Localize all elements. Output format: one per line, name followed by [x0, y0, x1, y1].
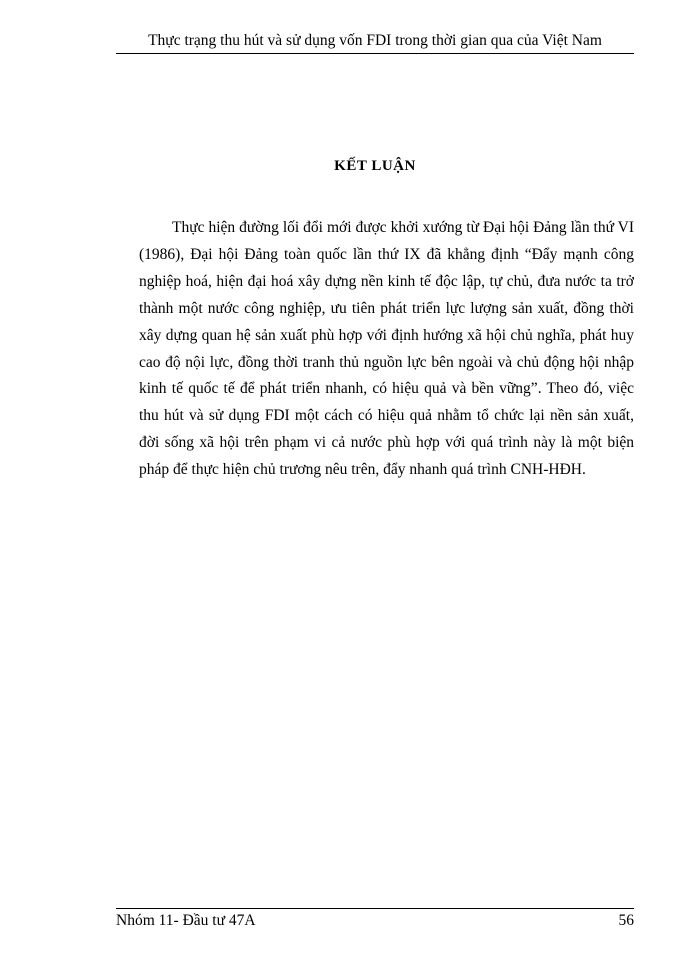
page-footer: [116, 908, 634, 930]
footer-group-label: Nhóm 11- Đầu tư 47A: [116, 912, 256, 929]
section-title: KẾT LUẬN: [334, 158, 416, 174]
running-header: [116, 32, 634, 54]
running-header-title: Thực trạng thu hút và sử dụng vốn FDI trong thời gian qua của Việt Nam: [148, 32, 602, 49]
page-number: 56: [618, 912, 634, 929]
section-body: [139, 215, 634, 484]
body-paragraph: Thực hiện đường lối đổi mới được khởi xướng từ Đại hội Đảng lần thứ VI (1986), Đại hội Đảng toàn quốc lần thứ IX đã khẳng định “Đẩy mạnh công nghiệp hoá, hiện đại hoá xây dựng nền kinh tế độc lập, tự chủ, đưa nước ta trở thành một nước công nghiệp, ưu tiên phát triển lực lượng sản xuất, đồng thời xây dựng quan hệ sản xuất phù hợp với định hướng xã hội chủ nghĩa, phát huy cao độ nội lực, đồng thời tranh thủ nguồn lực bên ngoài và chủ động hội nhập kinh tế quốc tế để phát triển nhanh, có hiệu quả và bền vững”. Theo đó, việc thu hút và sử dụng FDI một cách có hiệu quả nhằm tổ chức lại nền sản xuất, đời sống xã hội trên phạm vi cả nước phù hợp với quá trình này là một biện pháp để thực hiện chủ trương nêu trên, đẩy nhanh quá trình CNH-HĐH.: [139, 219, 634, 479]
